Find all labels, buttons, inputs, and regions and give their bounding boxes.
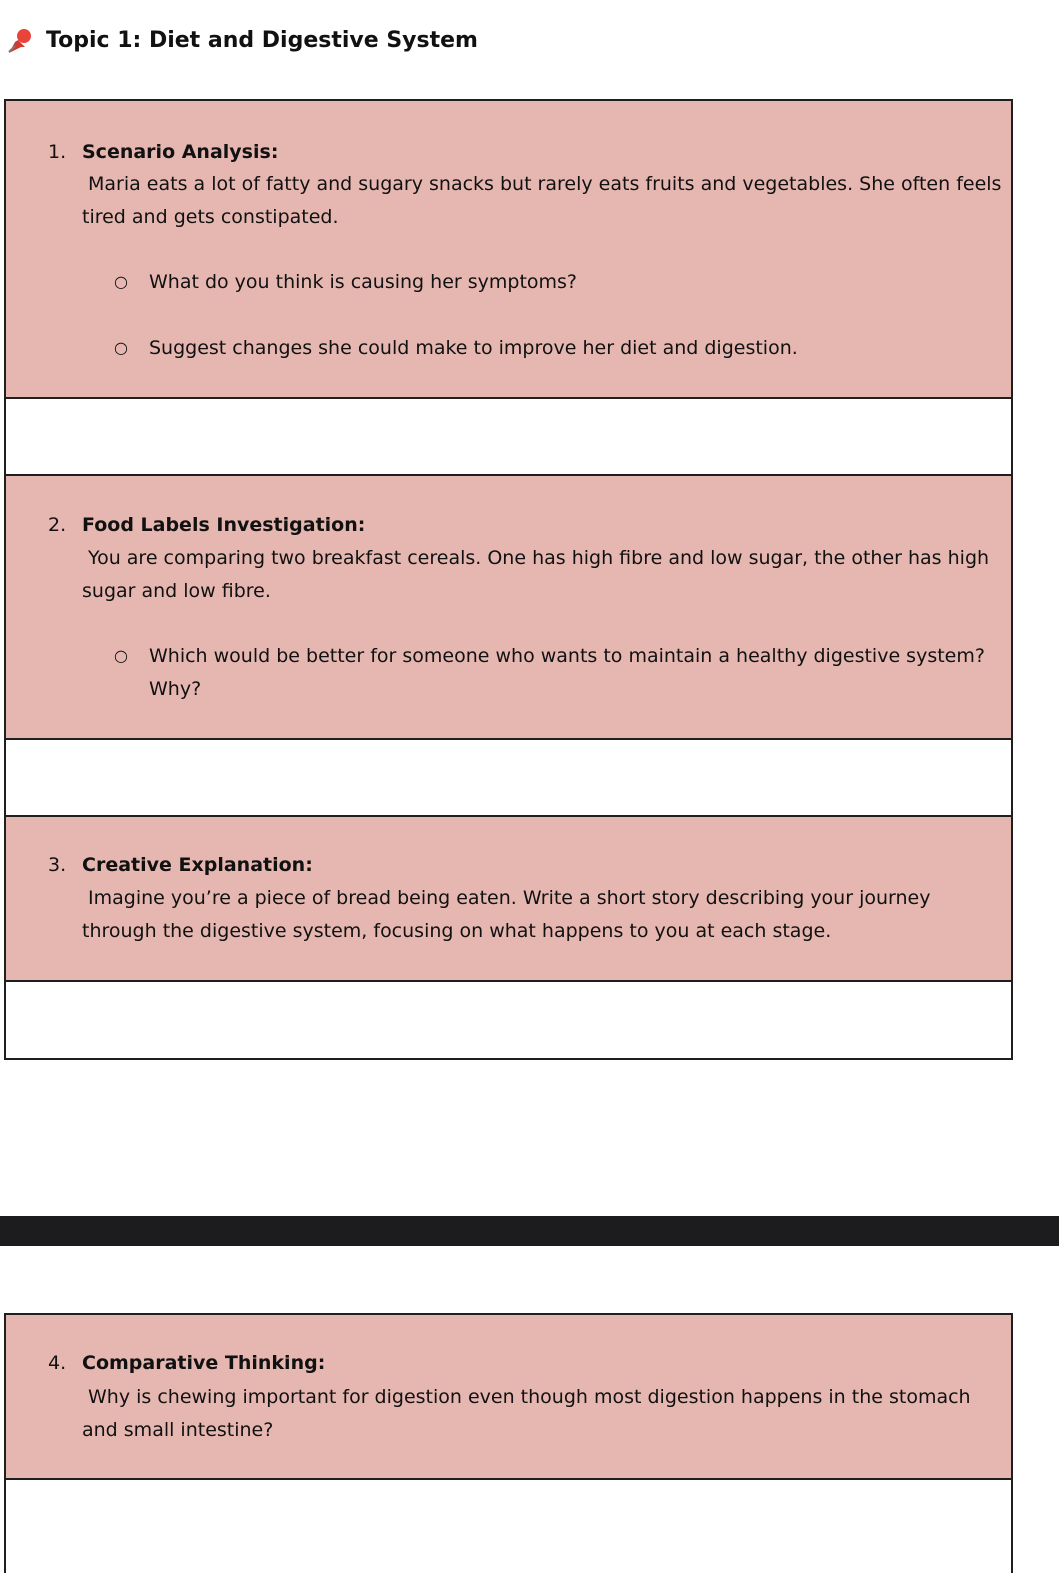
- page-break-bar: [0, 1216, 1059, 1246]
- bullet-icon: ○: [114, 272, 128, 291]
- question-4-cell: [6, 1315, 1011, 1478]
- answer-4-cell[interactable]: [6, 1480, 1011, 1560]
- question-3-cell: [6, 817, 1011, 980]
- question-2-body: You are comparing two breakfast cereals. One has high fibre and low sugar, the other has high sugar and low fibre.: [82, 547, 990, 602]
- bullet-icon: ○: [114, 338, 128, 357]
- question-3-heading: Creative Explanation:: [82, 854, 313, 876]
- question-1-bullet-2: Suggest changes she could make to improve her diet and digestion.: [149, 337, 798, 359]
- question-1-cell: [6, 101, 1011, 397]
- answer-2-cell[interactable]: [6, 740, 1011, 815]
- question-3-number: 3.: [48, 854, 67, 876]
- question-table-1: [4, 99, 1013, 1060]
- question-3-body: Imagine you’re a piece of bread being eaten. Write a short story describing your journey through the digestive system, focusing on what happens to you at each stage.: [82, 887, 931, 942]
- question-2-bullet-1: Which would be better for someone who wants to maintain a healthy digestive system? Why?: [149, 645, 985, 700]
- question-1-number: 1.: [48, 141, 67, 163]
- topic-title-row: [6, 22, 478, 58]
- question-1-bullet-1: What do you think is causing her symptoms?: [149, 271, 578, 293]
- question-4-number: 4.: [48, 1352, 67, 1374]
- question-2-heading: Food Labels Investigation:: [82, 514, 366, 536]
- question-4-body: Why is chewing important for digestion even though most digestion happens in the stomach and small intestine?: [82, 1386, 971, 1441]
- pushpin-icon: [6, 25, 36, 55]
- question-4-heading: Comparative Thinking:: [82, 1352, 326, 1374]
- question-1-body: Maria eats a lot of fatty and sugary snacks but rarely eats fruits and vegetables. She often feels tired and gets constipated.: [82, 173, 1002, 228]
- question-2-cell: [6, 476, 1011, 738]
- answer-3-cell[interactable]: [6, 982, 1011, 1058]
- page-title: Topic 1: Diet and Digestive System: [46, 27, 478, 53]
- question-1-heading: Scenario Analysis:: [82, 141, 279, 163]
- question-2-number: 2.: [48, 514, 67, 536]
- answer-1-cell[interactable]: [6, 399, 1011, 474]
- question-table-2: [4, 1313, 1013, 1573]
- bullet-icon: ○: [114, 646, 128, 665]
